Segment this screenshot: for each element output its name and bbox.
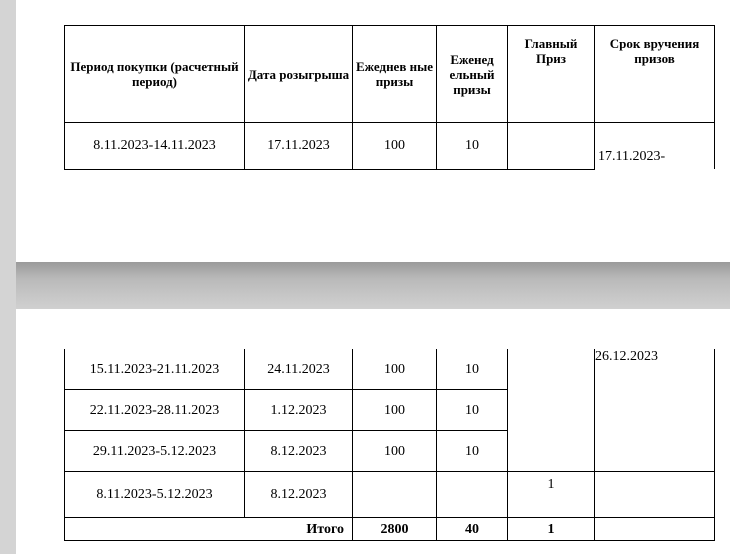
header-weekly-prizes: Еженед ельный призы xyxy=(437,26,508,123)
table-header-row xyxy=(65,26,715,123)
header-term: Срок вручения призов xyxy=(595,26,715,123)
cell-daily: 100 xyxy=(353,349,437,390)
document-page-1 xyxy=(16,0,730,262)
cell-weekly: 10 xyxy=(437,123,508,170)
cell-main xyxy=(508,123,595,170)
cell-period: 15.11.2023-21.11.2023 xyxy=(65,349,245,390)
cell-weekly: 10 xyxy=(437,431,508,472)
cell-term-end: 26.12.2023 xyxy=(595,349,715,472)
viewer-left-margin xyxy=(0,0,16,554)
cell-draw-date: 17.11.2023 xyxy=(245,123,353,170)
prize-schedule-table-part-1 xyxy=(64,25,715,170)
cell-daily: 100 xyxy=(353,123,437,170)
cell-period: 8.11.2023-5.12.2023 xyxy=(65,472,245,518)
total-row xyxy=(65,518,715,541)
cell-weekly: 10 xyxy=(437,349,508,390)
cell-draw-date: 24.11.2023 xyxy=(245,349,353,390)
header-period: Период покупки (расчетный период) xyxy=(65,26,245,123)
cell-daily xyxy=(353,472,437,518)
cell-main-merged xyxy=(508,349,595,472)
prize-schedule-table-part-2 xyxy=(64,349,715,541)
total-label: Итого xyxy=(65,518,353,541)
document-page-2 xyxy=(16,309,730,554)
cell-daily: 100 xyxy=(353,390,437,431)
cell-draw-date: 8.12.2023 xyxy=(245,431,353,472)
total-term xyxy=(595,518,715,541)
cell-term xyxy=(595,472,715,518)
cell-term-start: 17.11.2023- xyxy=(595,123,715,170)
table-row xyxy=(65,123,715,170)
cell-period: 8.11.2023-14.11.2023 xyxy=(65,123,245,170)
cell-weekly: 10 xyxy=(437,390,508,431)
page-separator xyxy=(16,262,730,309)
cell-period: 22.11.2023-28.11.2023 xyxy=(65,390,245,431)
cell-draw-date: 1.12.2023 xyxy=(245,390,353,431)
total-main: 1 xyxy=(508,518,595,541)
cell-weekly xyxy=(437,472,508,518)
header-main-prize: Главный Приз xyxy=(508,26,595,123)
cell-main: 1 xyxy=(508,472,595,518)
cell-daily: 100 xyxy=(353,431,437,472)
header-daily-prizes: Ежеднев ные призы xyxy=(353,26,437,123)
total-daily: 2800 xyxy=(353,518,437,541)
cell-period: 29.11.2023-5.12.2023 xyxy=(65,431,245,472)
table-row xyxy=(65,472,715,518)
cell-draw-date: 8.12.2023 xyxy=(245,472,353,518)
table-row xyxy=(65,349,715,390)
header-draw-date: Дата розыгрыша xyxy=(245,26,353,123)
total-weekly: 40 xyxy=(437,518,508,541)
